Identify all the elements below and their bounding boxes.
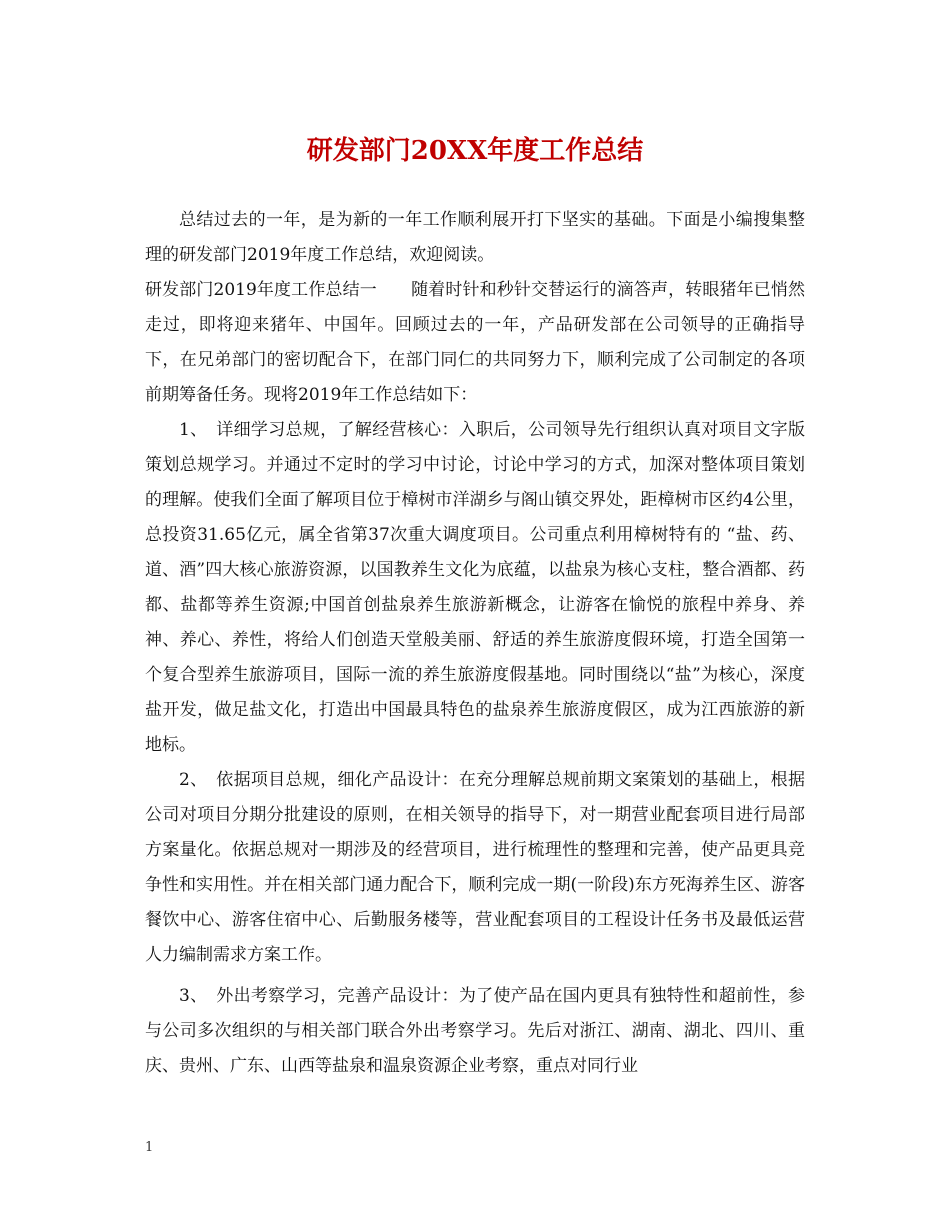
document-title: 研发部门20XX年度工作总结	[306, 136, 644, 166]
section-one-paragraph: 研发部门2019年度工作总结一 随着时针和秒针交替运行的滴答声，转眼猪年已悄然走过，即将迎来猪年、中国年。回顾过去的一年，产品研发部在公司领导的正确指导下，在兄弟部门的密切配合下，在部门同仁的共同努力下，顺利完成了公司制定的各项前期筹备任务。现将2019年工作总结如下：	[145, 280, 805, 405]
document-body	[145, 203, 805, 1084]
item-two-paragraph: 2、 依据项目总规，细化产品设计：在充分理解总规前期文案策划的基础上，根据公司对项目分期分批建设的原则，在相关领导的指导下，对一期营业配套项目进行局部方案量化。依据总规对一期涉及的经营项目，进行梳理性的整理和完善，使产品更具竞争性和实用性。并在相关部门通力配合下，顺利完成一期(一阶段)东方死海养生区、游客餐饮中心、游客住宿中心、后勤服务楼等，营业配套项目的工程设计任务书及最低运营人力编制需求方案工作。	[145, 770, 805, 965]
item-three-paragraph: 3、 外出考察学习，完善产品设计：为了使产品在国内更具有独特性和超前性，参与公司多次组织的与相关部门联合外出考察学习。先后对浙江、湖南、湖北、四川、重庆、贵州、广东、山西等盐泉和温泉资源企业考察，重点对同行业	[145, 986, 805, 1076]
page-number: 1	[145, 1140, 154, 1155]
intro-paragraph: 总结过去的一年，是为新的一年工作顺利展开打下坚实的基础。下面是小编搜集整理的研发部门2019年度工作总结，欢迎阅读。	[145, 210, 805, 265]
item-one-paragraph: 1、 详细学习总规，了解经营核心：入职后，公司领导先行组织认真对项目文字版策划总规学习。并通过不定时的学习中讨论，讨论中学习的方式，加深对整体项目策划的理解。使我们全面了解项目位于樟树市洋湖乡与阁山镇交界处，距樟树市区约4公里，总投资31.65亿元，属全省第37次重大调度项目。公司重点利用樟树特有的 “盐、药、道、酒”四大核心旅游资源，以国教养生文化为底蕴，以盐泉为核心支柱，整合酒都、药都、盐都等养生资源;中国首创盐泉养生旅游新概念，让游客在愉悦的旅程中养身、养神、养心、养性，将给人们创造天堂般美丽、舒适的养生旅游度假环境，打造全国第一个复合型养生旅游项目，国际一流的养生旅游度假基地。同时围绕以“盐”为核心，深度盐开发，做足盐文化，打造出中国最具特色的盐泉养生旅游度假区，成为江西旅游的新地标。	[145, 420, 805, 755]
